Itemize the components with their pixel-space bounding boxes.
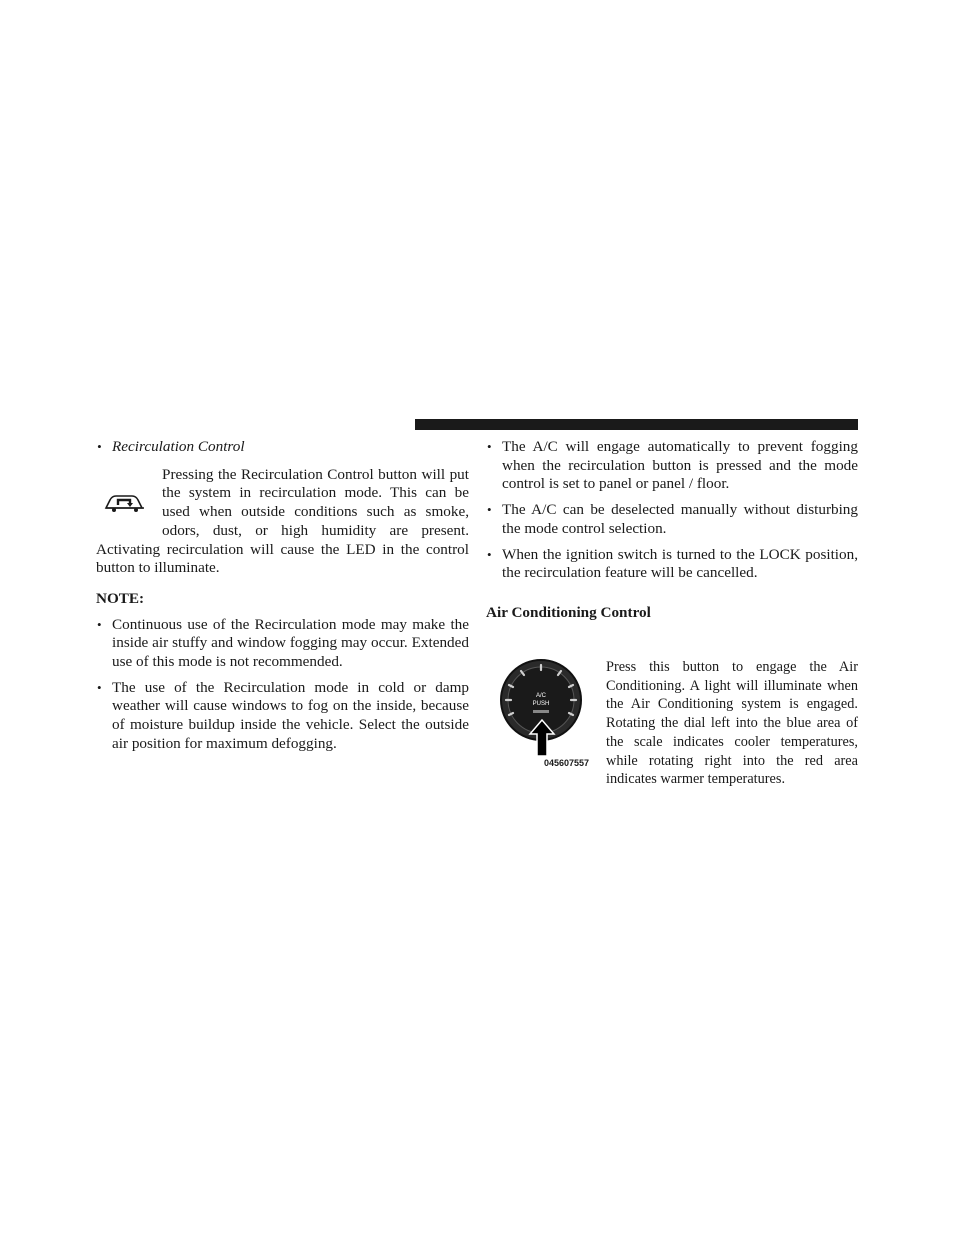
ac-dial-figure [486, 658, 601, 770]
ac-bullet-item [486, 501, 858, 538]
recirculation-text: Pressing the Recirculation Control button will put the system in recirculation mode. This can be used when outside conditions such as smoke, odors, dust, or high humidity are present. Activating recirculation will cause the LED in the control button to illuminate. [96, 465, 469, 577]
ac-bullet-text: The A/C will engage automatically to prevent fogging when the recirculation button is pressed and the mode control is set to panel or panel / floor. [502, 438, 858, 493]
recirculation-heading: Recirculation Control [112, 438, 245, 455]
bullet-dot: • [487, 502, 492, 518]
section-heading: Air Conditioning Control [486, 603, 651, 621]
right-column [486, 438, 858, 623]
bullet-dot: • [487, 439, 492, 454]
bullet-dot: • [487, 546, 492, 562]
bullet-dot: • [97, 679, 102, 695]
recirculation-paragraph [96, 466, 469, 578]
figure-id: 045607557 [544, 758, 590, 768]
ac-paragraph: Press this button to engage the Air Conditioning. A light will illuminate when the Air Conditioning system is engaged. Rotating the dial left into the blue area of the scale indicates cooler temperatures, while rotating right into the red area indicates warmer temperatures. [606, 659, 858, 788]
ac-bullet-text: When the ignition switch is turned to the LOCK position, the recirculation feature will be cancelled. [502, 545, 858, 582]
note-label: NOTE: [96, 589, 145, 607]
ac-button-line2: PUSH [532, 701, 550, 707]
recirculation-heading-item [96, 438, 469, 457]
ac-bullet-item [486, 546, 858, 583]
note-text: Continuous use of the Recirculation mode may make the inside air stuffy and window fogging may occur. Extended use of this mode is not recommended. [112, 615, 469, 671]
bullet-dot: • [97, 439, 102, 454]
bullet-dot: • [97, 616, 102, 632]
left-column [96, 438, 469, 761]
note-text: The use of the Recirculation mode in cold or damp weather will cause windows to fog on the inside, because of moisture buildup inside the vehicle. Select the outside air position for maximum defogging. [112, 678, 469, 752]
ac-bullet-text: The A/C can be deselected manually without disturbing the mode control selection. [502, 501, 858, 537]
recirculation-car-icon [96, 470, 152, 530]
ac-button-line1: A/C [535, 693, 547, 699]
note-item [96, 616, 469, 672]
ac-bullet-item [486, 438, 858, 494]
note-item [96, 679, 469, 754]
header-bar [415, 419, 858, 430]
